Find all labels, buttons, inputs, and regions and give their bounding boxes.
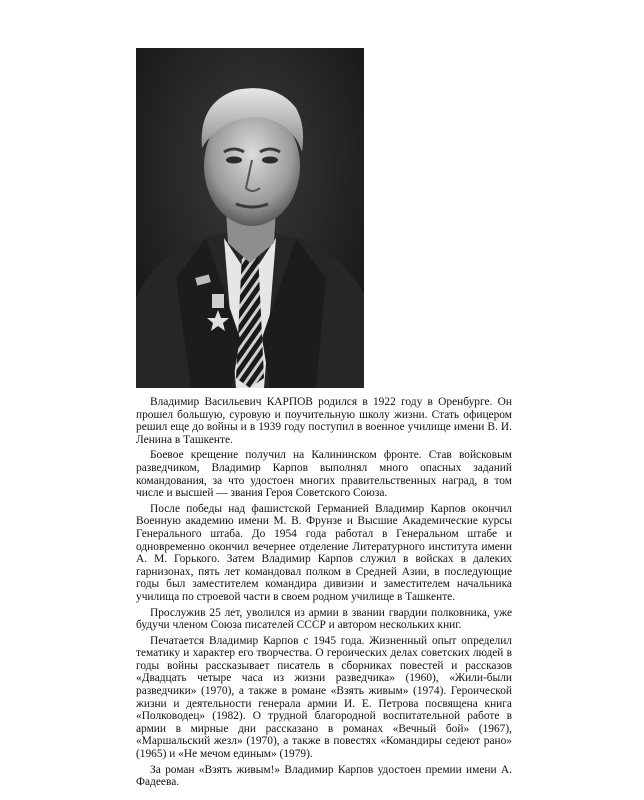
biography-paragraph-5: Печатается Владимир Карпов с 1945 года. Жизненный опыт определил тематику и характер его творчества. О героических делах советских людей в годы войны рассказывает писатель в сборниках повестей и рассказов «Двадцать четыре часа из жизни разведчика» (1960), «Жили-были разведчики» (1970), а также в романе «Взять живым» (1974). Героической жизни и деятельности генерала армии И. Е. Петрова посвящена книга «Полководец» (1982). О трудной благородной воспитательной работе в армии в мирные дни рассказано в романах «Вечный бой» (1967), «Маршальский жезл» (1970), а также в повестях «Командиры седеют рано» (1965) и «Не мечом единым» (1979).: [136, 634, 512, 761]
biography-paragraph-1: Владимир Васильевич КАРПОВ родился в 1922 году в Оренбурге. Он прошел большую, суровую и поучительную школу жизни. Стать офицером решил еще до войны и в 1939 году поступил в военное училище имени В. И. Ленина в Ташкенте.: [136, 396, 512, 446]
portrait-photo: [136, 48, 364, 388]
biography-paragraph-6: За роман «Взять живым!» Владимир Карпов удостоен премии имени А. Фадеева.: [136, 763, 512, 789]
biography-paragraph-3: После победы над фашистской Германией Владимир Карпов окончил Военную академию имени М. В. Фрунзе и Высшие Академические курсы Генерального штаба. До 1954 года работал в Генеральном штабе и одновременно окончил вечернее отделение Литературного института имени А. М. Горького. Затем Владимир Карпов служил в войсках в далеких гарнизонах, пять лет командовал полком в Средней Азии, в последующие годы был заместителем командира дивизии и заместителем начальника училища по строевой части в своем родном училище в Ташкенте.: [136, 502, 512, 603]
author-portrait: [136, 48, 364, 388]
biography-paragraph-4: Прослужив 25 лет, уволился из армии в звании гвардии полковника, уже будучи членом Союза писателей СССР и автором нескольких книг.: [136, 606, 512, 632]
biography-paragraph-2: Боевое крещение получил на Калининском фронте. Став войсковым разведчиком, Владимир Карпов выполнял много опасных заданий командования, за что удостоен многих правительственных наград, в том числе и высшей — звания Героя Советского Союза.: [136, 449, 512, 500]
biography-text: [136, 396, 512, 792]
